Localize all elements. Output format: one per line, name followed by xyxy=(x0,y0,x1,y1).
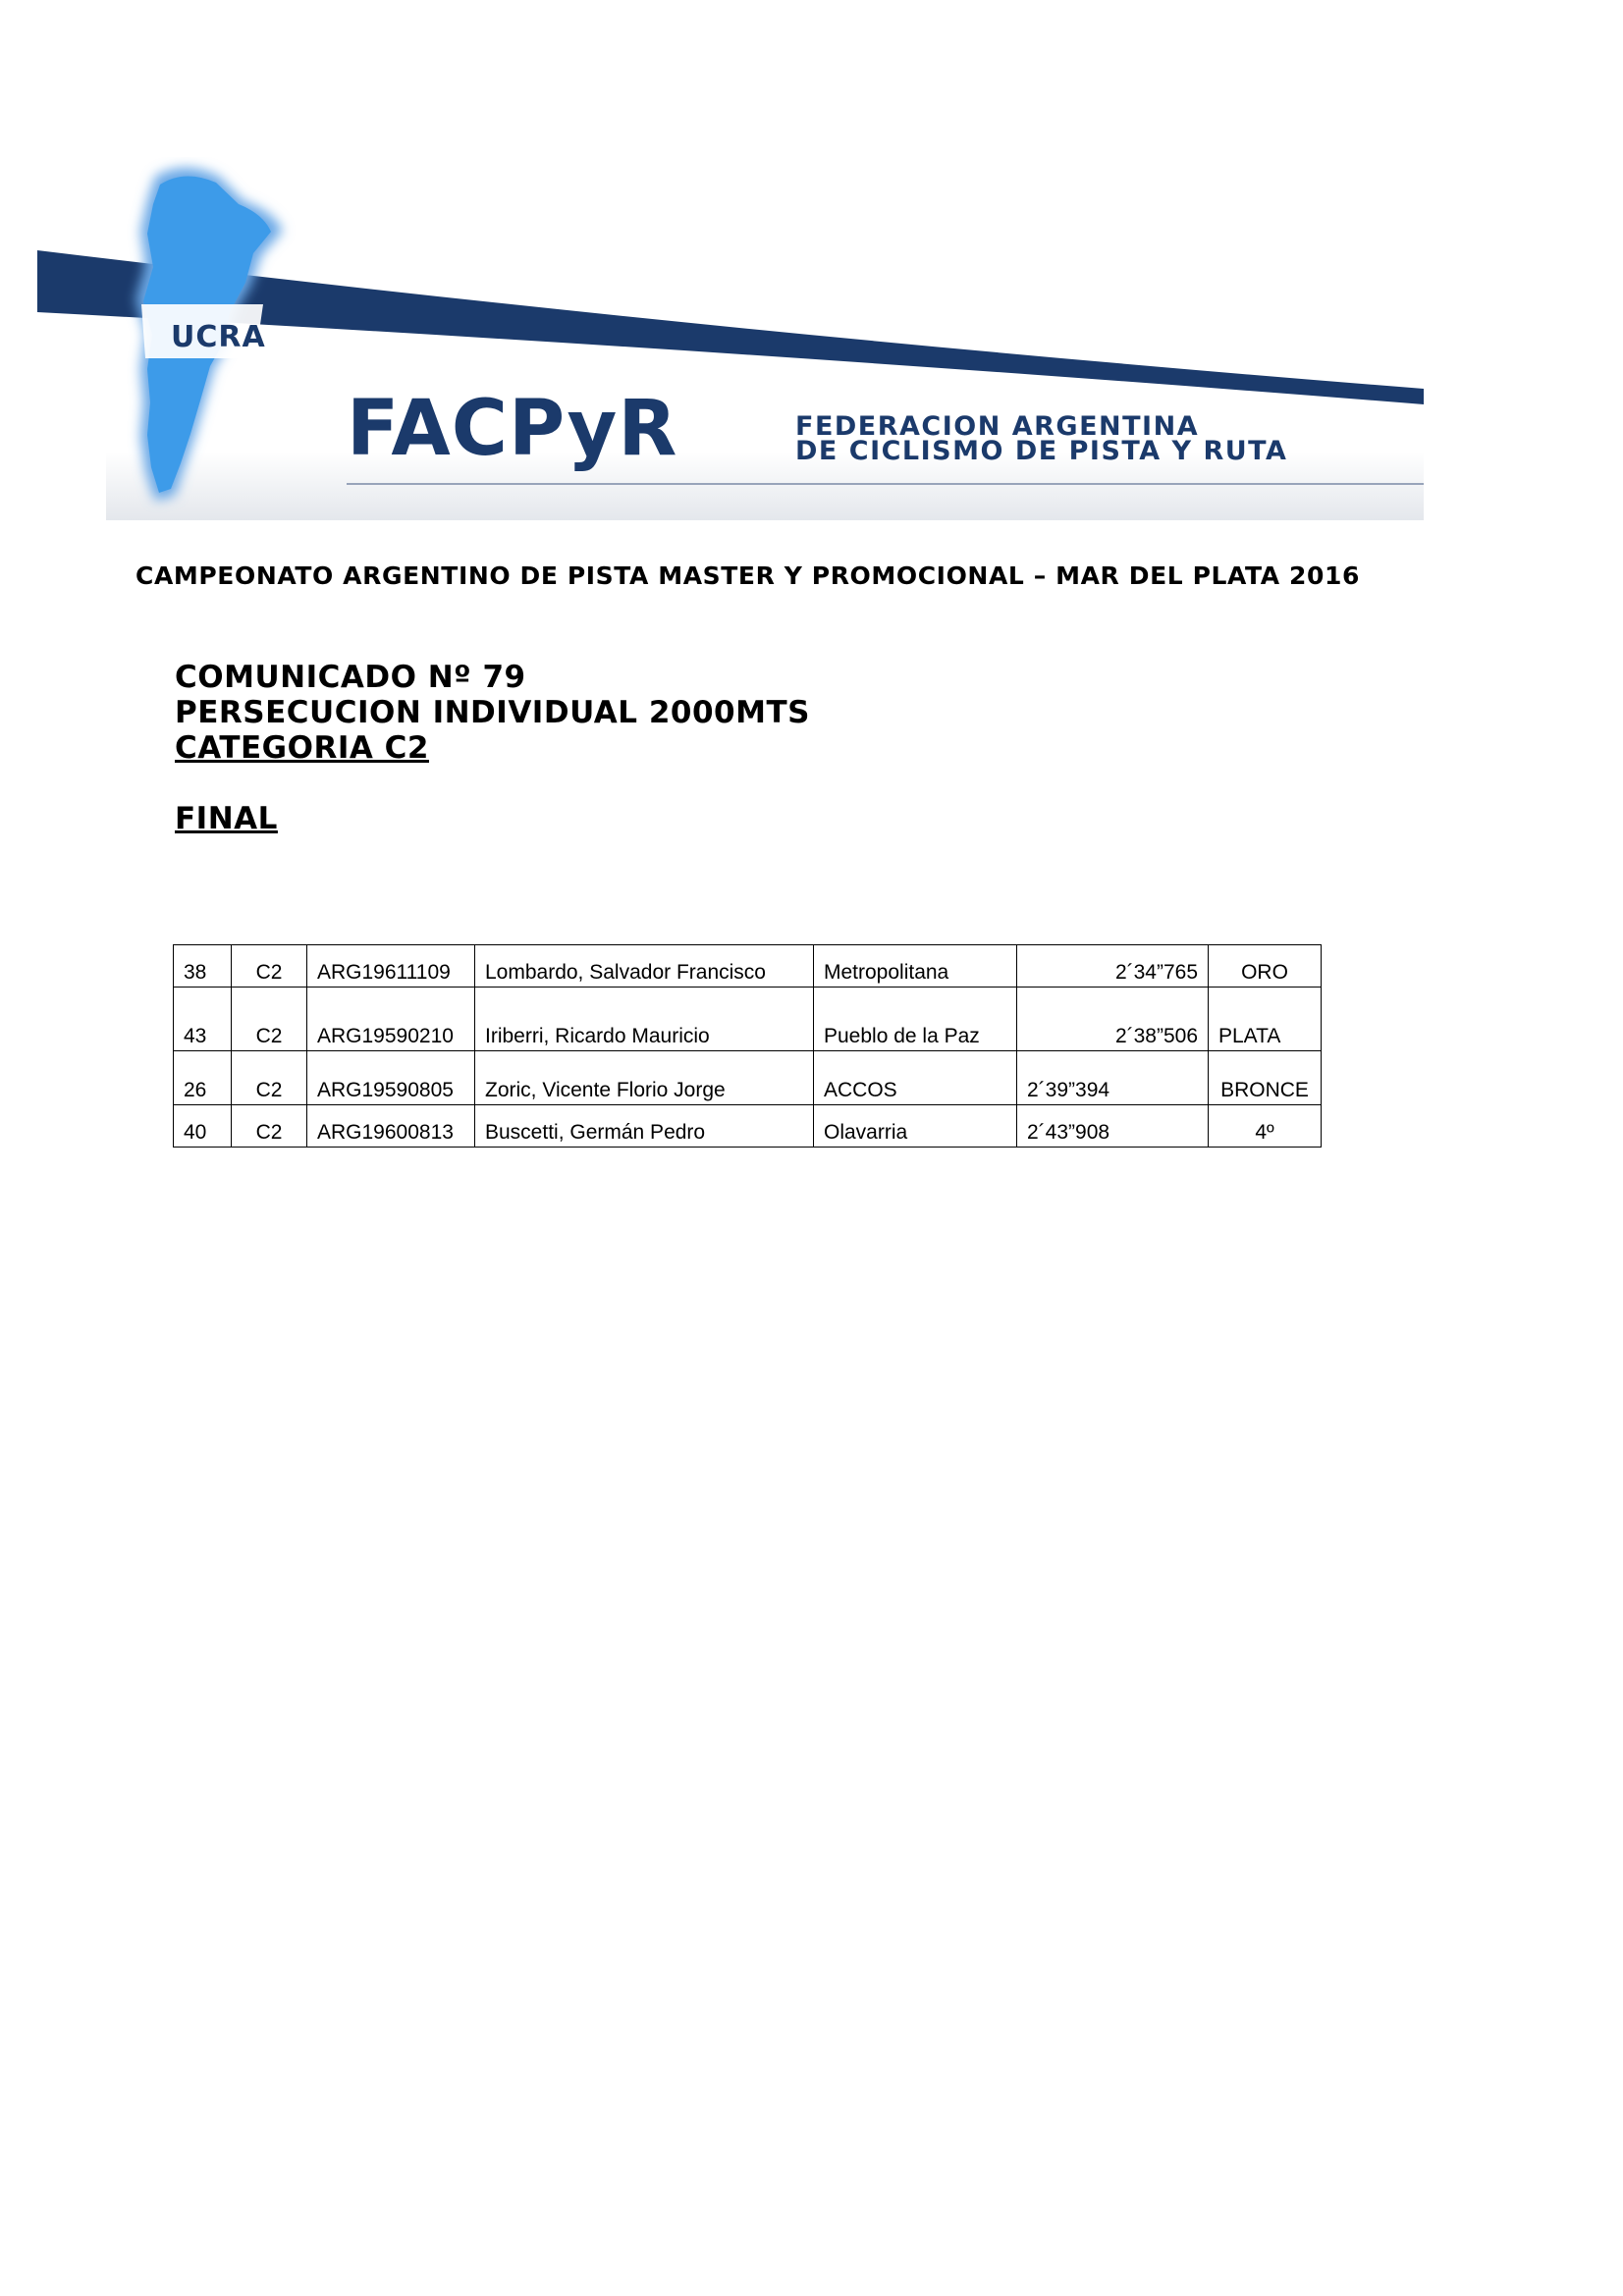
rider-team: Metropolitana xyxy=(814,945,1017,988)
rider-uci-id: ARG19611109 xyxy=(307,945,475,988)
rider-name: Zoric, Vicente Florio Jorge xyxy=(475,1051,814,1105)
rider-category: C2 xyxy=(232,945,307,988)
federation-name-line2: DE CICLISMO DE PISTA Y RUTA xyxy=(795,436,1288,466)
rider-uci-id: ARG19590805 xyxy=(307,1051,475,1105)
rider-medal: ORO xyxy=(1209,945,1322,988)
rider-medal: BRONCE xyxy=(1209,1051,1322,1105)
table-row xyxy=(174,1051,1322,1105)
rider-number: 43 xyxy=(174,988,232,1051)
rider-uci-id: ARG19600813 xyxy=(307,1105,475,1148)
table-row xyxy=(174,988,1322,1051)
communique-heading xyxy=(175,660,810,836)
table-row xyxy=(174,1105,1322,1148)
rider-name: Buscetti, Germán Pedro xyxy=(475,1105,814,1148)
category-title: CATEGORIA C2 xyxy=(175,730,429,766)
rider-team: Olavarria xyxy=(814,1105,1017,1148)
rider-team: Pueblo de la Paz xyxy=(814,988,1017,1051)
rider-team: ACCOS xyxy=(814,1051,1017,1105)
rider-medal: 4º xyxy=(1209,1105,1322,1148)
rider-number: 38 xyxy=(174,945,232,988)
table-row xyxy=(174,945,1322,988)
rider-category: C2 xyxy=(232,988,307,1051)
event-title: CAMPEONATO ARGENTINO DE PISTA MASTER Y PROMOCIONAL – MAR DEL PLATA 2016 xyxy=(135,561,1360,590)
communique-number: COMUNICADO Nº 79 xyxy=(175,660,526,695)
rider-name: Iriberri, Ricardo Mauricio xyxy=(475,988,814,1051)
rider-time: 2´34”765 xyxy=(1017,945,1209,988)
federation-logo-banner xyxy=(37,157,1424,520)
rider-number: 26 xyxy=(174,1051,232,1105)
results-table xyxy=(173,944,1322,1148)
rider-uci-id: ARG19590210 xyxy=(307,988,475,1051)
federation-name-line1: FEDERACION ARGENTINA xyxy=(795,411,1200,442)
rider-category: C2 xyxy=(232,1105,307,1148)
rider-number: 40 xyxy=(174,1105,232,1148)
ucra-badge-text: UCRA xyxy=(171,320,266,354)
discipline-title: PERSECUCION INDIVIDUAL 2000MTS xyxy=(175,695,810,730)
rider-time: 2´38”506 xyxy=(1017,988,1209,1051)
rider-name: Lombardo, Salvador Francisco xyxy=(475,945,814,988)
rider-category: C2 xyxy=(232,1051,307,1105)
rider-time: 2´39”394 xyxy=(1017,1051,1209,1105)
facpyr-wordmark: FACPyR xyxy=(347,385,678,473)
rider-time: 2´43”908 xyxy=(1017,1105,1209,1148)
round-title: FINAL xyxy=(175,801,278,836)
rider-medal: PLATA xyxy=(1209,988,1322,1051)
